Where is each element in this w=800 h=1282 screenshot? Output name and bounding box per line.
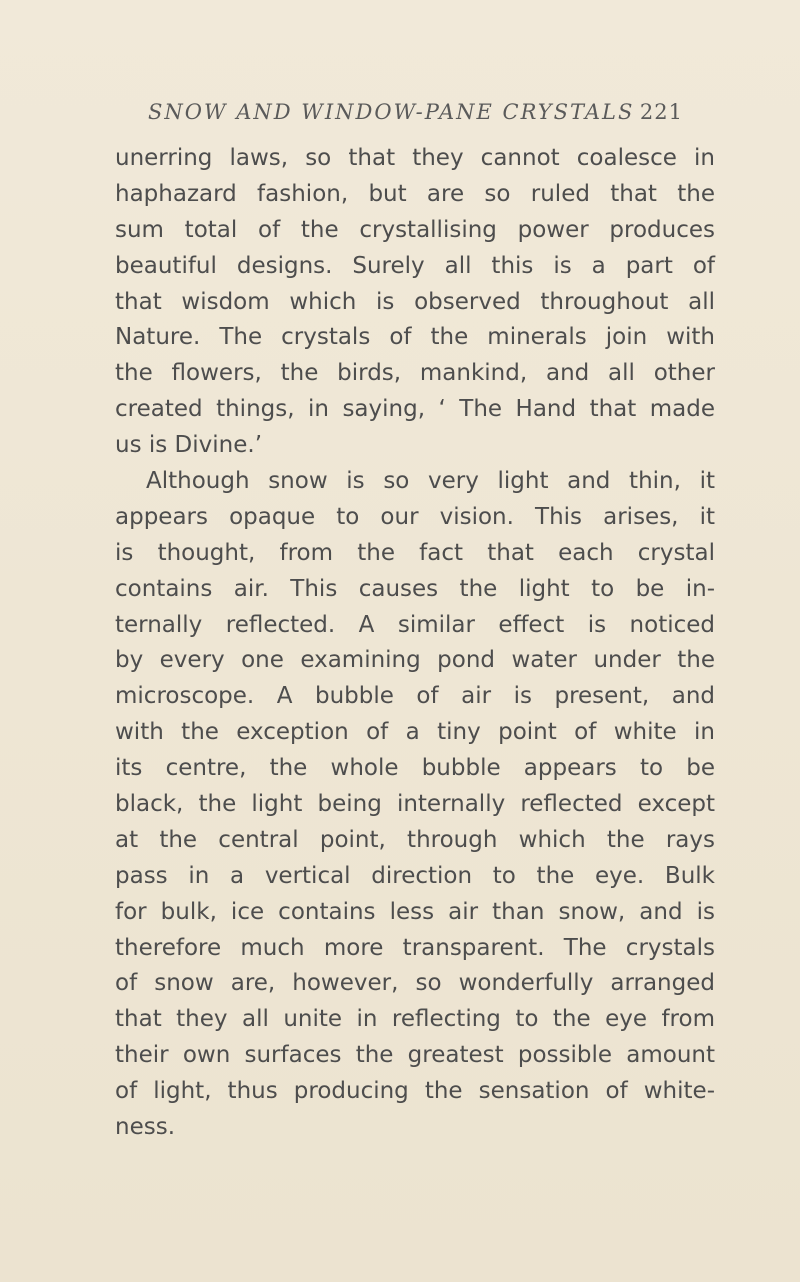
text-line: created things, in saying, ‘ The Hand that made <box>115 396 715 423</box>
text-line: their own surfaces the greatest possible amount <box>115 1042 715 1069</box>
text-line: haphazard fashion, but are so ruled that the <box>115 180 715 207</box>
text-line: Nature. The crystals of the minerals join with <box>115 324 715 351</box>
text-line: black, the light being internally reflected except <box>115 791 715 818</box>
page-number: 221 <box>639 100 683 124</box>
text-line: is thought, from the fact that each crystal <box>115 539 715 566</box>
text-line: with the exception of a tiny point of white in <box>115 719 715 746</box>
text-line: that they all unite in reflecting to the eye from <box>115 1006 715 1033</box>
text-line: sum total of the crystallising power produces <box>115 216 715 243</box>
text-line: that wisdom which is observed throughout all <box>115 288 715 315</box>
text-line: of snow are, however, so wonderfully arranged <box>115 970 715 997</box>
text-line: appears opaque to our vision. This arises, it <box>115 503 715 530</box>
text-line: pass in a vertical direction to the eye. Bulk <box>115 862 715 889</box>
paragraph-end-line: us is Divine.’ <box>115 432 263 459</box>
body-text <box>115 141 715 1146</box>
text-line: beautiful designs. Surely all this is a part of <box>115 252 715 279</box>
paragraph-start-line: Although snow is so very light and thin, it <box>146 468 715 495</box>
text-line: unerring laws, so that they cannot coalesce in <box>115 145 715 171</box>
text-line: of light, thus producing the sensation of white- <box>115 1078 715 1105</box>
text-line: therefore much more transparent. The crystals <box>115 934 715 961</box>
text-line: its centre, the whole bubble appears to be <box>115 755 715 782</box>
text-line: for bulk, ice contains less air than snow, and is <box>115 898 715 925</box>
text-line: at the central point, through which the rays <box>115 826 715 853</box>
text-line: ternally reflected. A similar effect is noticed <box>115 611 715 638</box>
text-line: contains air. This causes the light to be in- <box>115 575 715 602</box>
text-line: by every one examining pond water under the <box>115 647 715 674</box>
text-line: microscope. A bubble of air is present, and <box>115 683 715 710</box>
page-header <box>148 100 683 136</box>
paragraph-end-line: ness. <box>115 1114 176 1141</box>
running-head: SNOW AND WINDOW-PANE CRYSTALS <box>148 100 635 124</box>
text-line: the flowers, the birds, mankind, and all other <box>115 360 715 387</box>
